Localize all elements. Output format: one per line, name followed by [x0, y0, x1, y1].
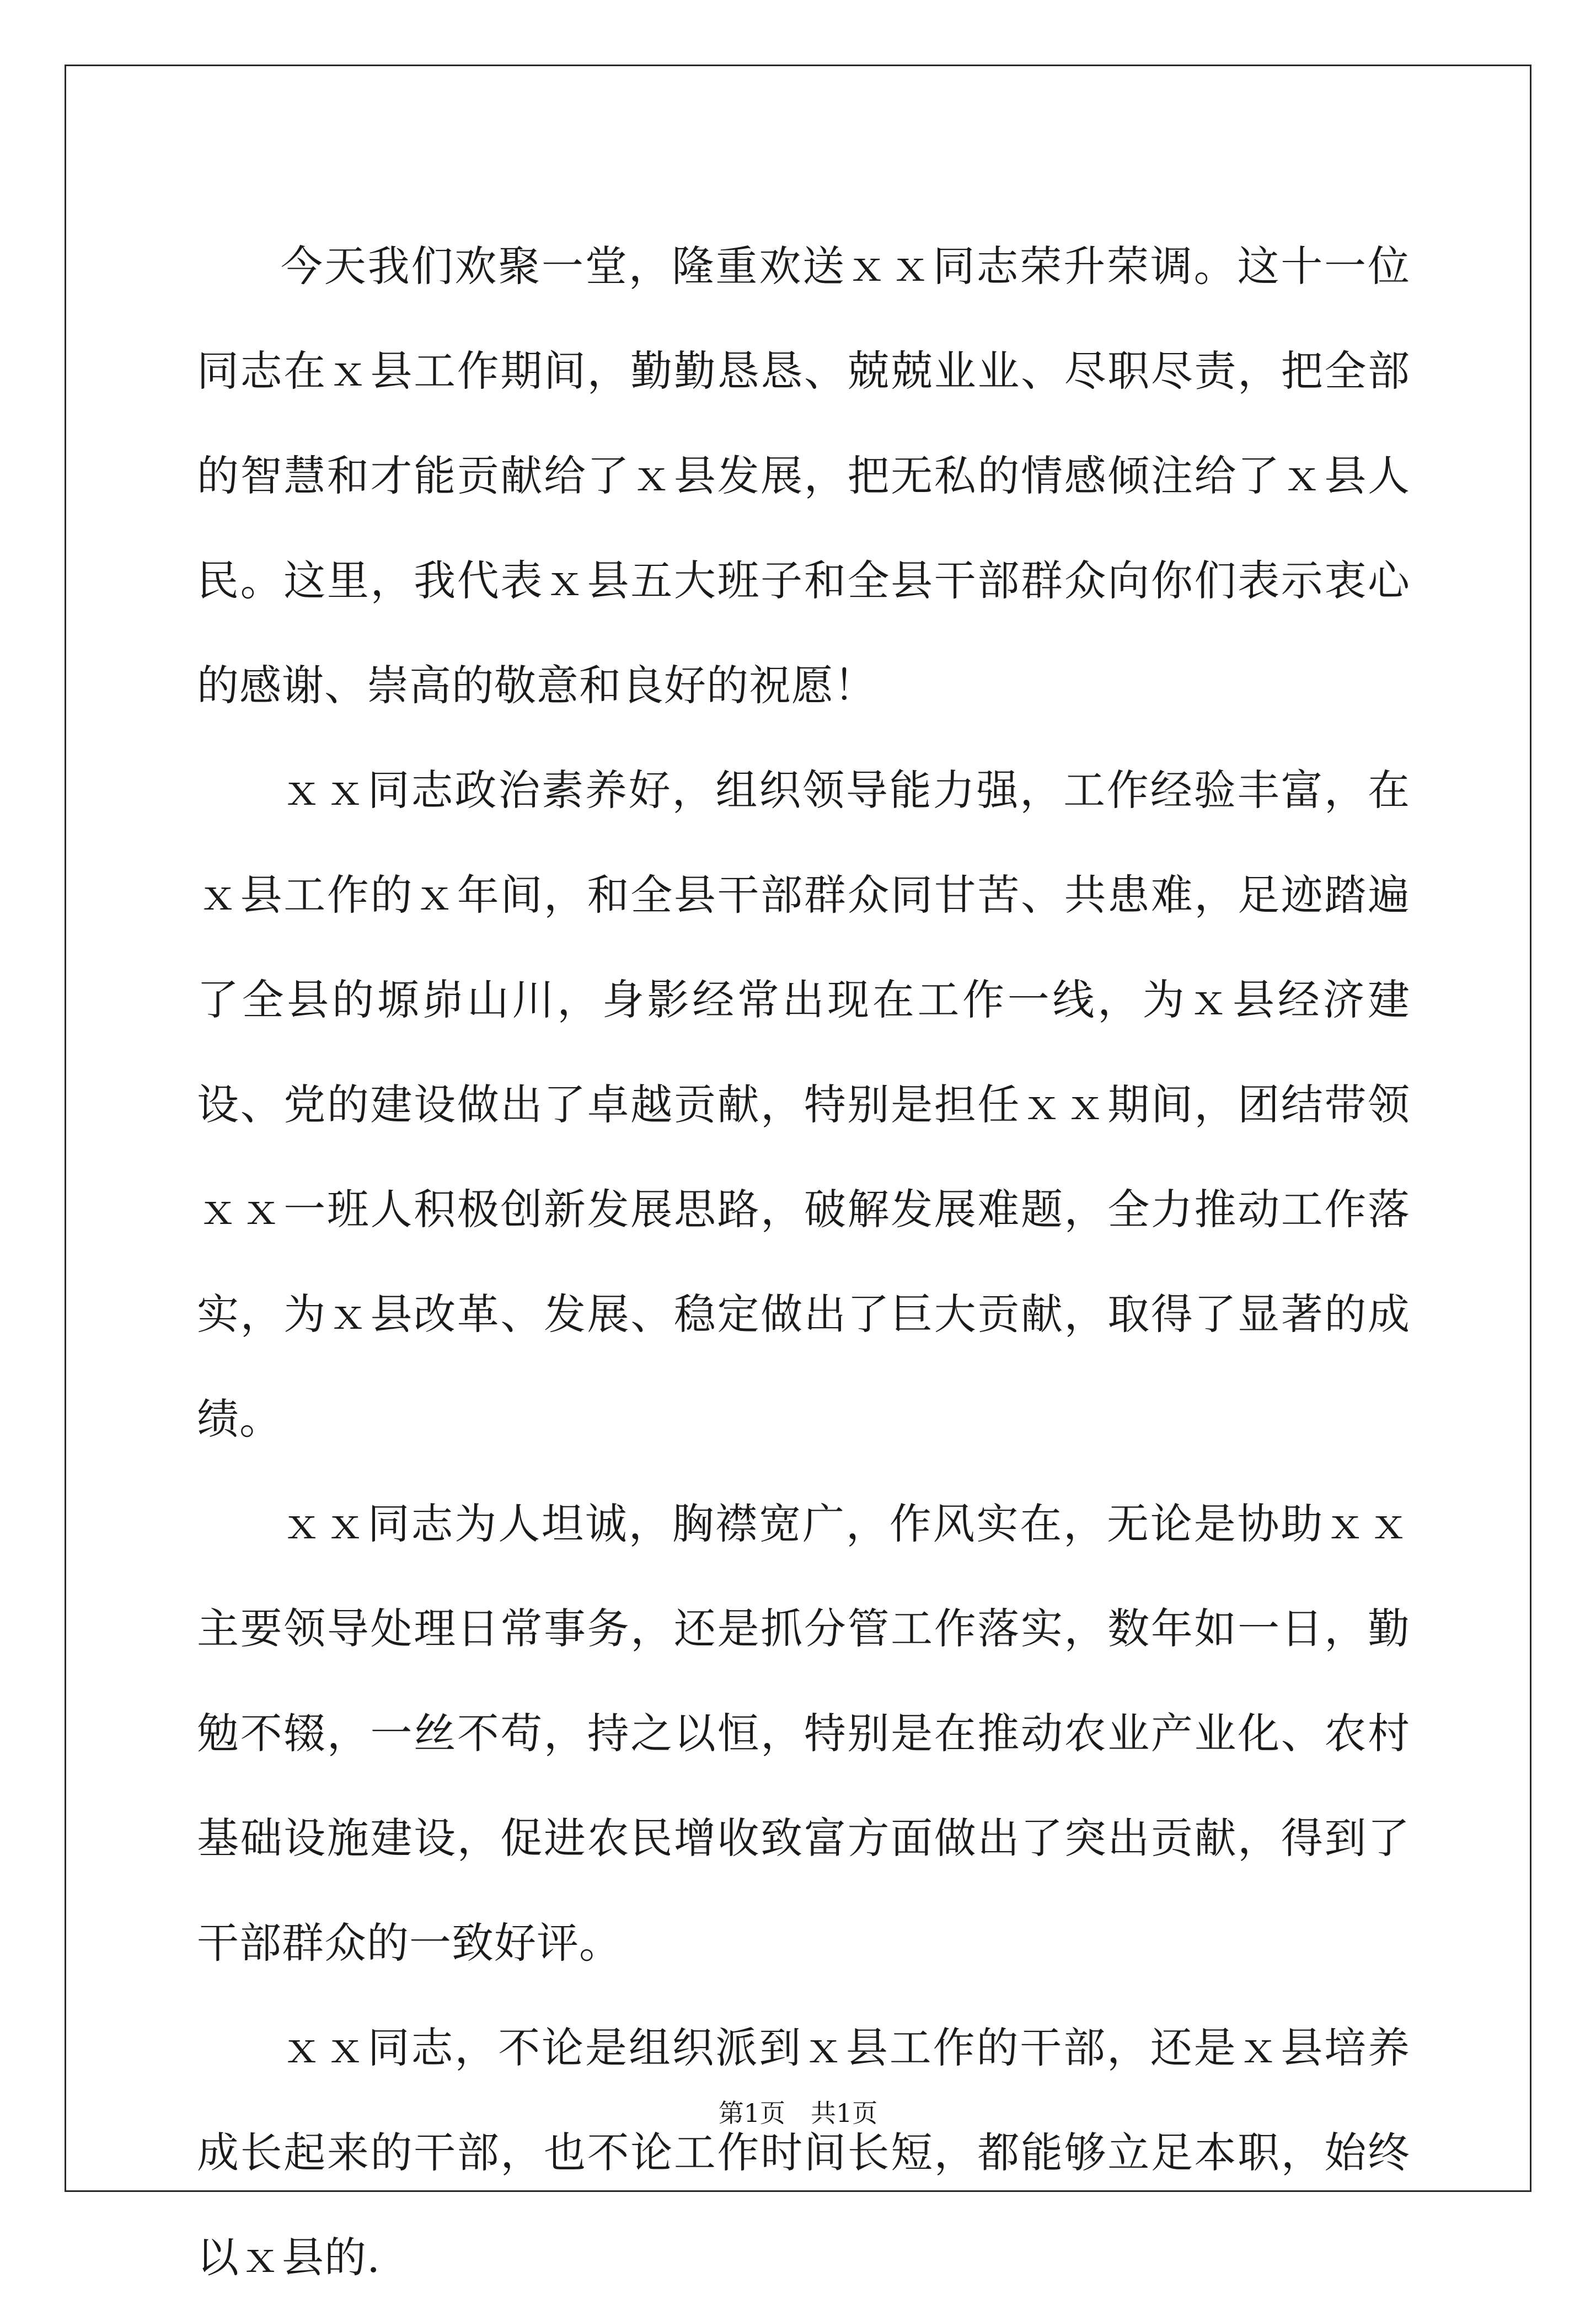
paragraph-2: ｘｘ同志政治素养好，组织领导能力强，工作经验丰富，在ｘ县工作的ｘ年间，和全县干部群众同甘苦、共患难，足迹踏遍了全县的塬峁山川，身影经常出现在工作一线，为ｘ县经济建设、党的建设做出了卓越贡献，特别是担任ｘｘ期间，团结带领ｘｘ一班人积极创新发展思路，破解发展难题，全力推动工作落实，为ｘ县改革、发展、稳定做出了巨大贡献，取得了显著的成绩。	[197, 766, 1410, 1443]
paragraph-3: ｘｘ同志为人坦诚，胸襟宽广，作风实在，无论是协助ｘｘ主要领导处理日常事务，还是抓分管工作落实，数年如一日，勤勉不辍，一丝不苟，持之以恒，特别是在推动农业产业化、农村基础设施建设，促进农民增收致富方面做出了突出贡献，得到了干部群众的一致好评。	[197, 1499, 1410, 1967]
page-number-footer: 第1页 共1页	[718, 2098, 878, 2128]
document-body	[197, 214, 1410, 2310]
paragraph-4: ｘｘ同志，不论是组织派到ｘ县工作的干部，还是ｘ县培养成长起来的干部，也不论工作时间长短，都能够立足本职，始终以ｘ县的.	[197, 2023, 1410, 2282]
paragraph-1: 今天我们欢聚一堂，隆重欢送ｘｘ同志荣升荣调。这十一位同志在ｘ县工作期间，勤勤恳恳、兢兢业业、尽职尽责，把全部的智慧和才能贡献给了ｘ县发展，把无私的情感倾注给了ｘ县人民。这里，我代表ｘ县五大班子和全县干部群众向你们表示衷心的感谢、崇高的敬意和良好的祝愿！	[197, 242, 1410, 710]
